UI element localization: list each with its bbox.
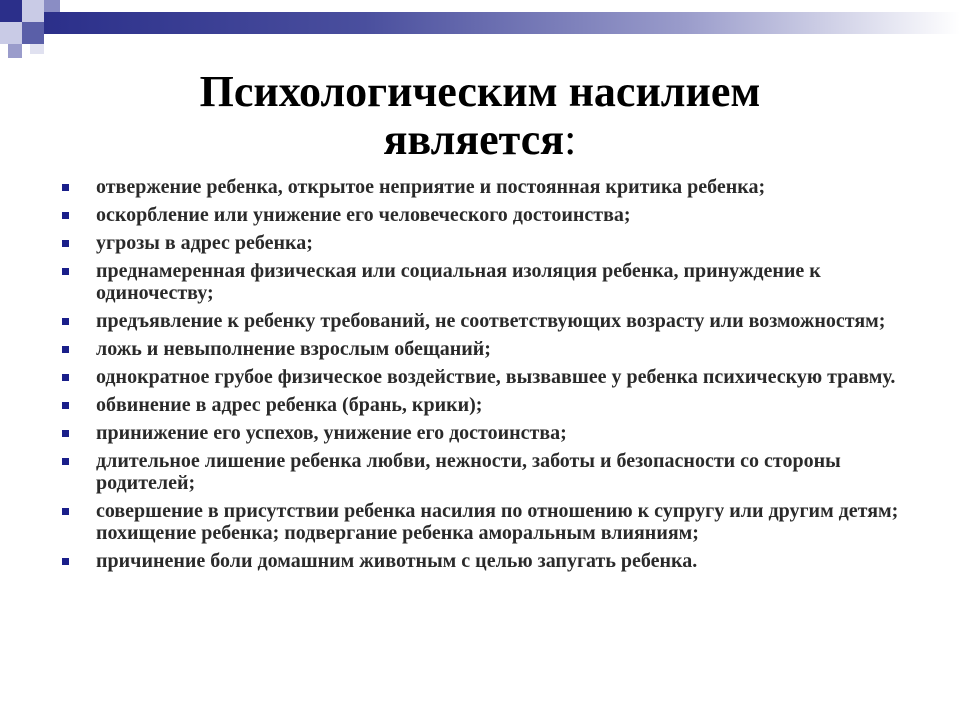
list-item [62,550,922,572]
slide-title [0,68,960,164]
deco-square [44,0,60,12]
list-item [62,422,922,444]
list-item [62,310,922,332]
header-gradient-bar [44,12,960,34]
square-bullet-icon [62,212,69,219]
title-colon: : [564,115,577,164]
bullet-list [62,176,922,578]
deco-square [0,0,22,22]
list-item-text: угрозы в адрес ребенка; [96,232,313,254]
list-item [62,500,922,544]
deco-square [8,44,22,58]
list-item-text: длительное лишение ребенка любви, нежности, заботы и безопасности со стороны родителей; [96,450,841,494]
list-item-text: ложь и невыполнение взрослым обещаний; [96,338,491,360]
list-item-text: причинение боли домашним животным с целью запугать ребенка. [96,550,698,572]
title-line-1: Психологическим насилием [199,67,761,116]
square-bullet-icon [62,240,69,247]
list-item-text: обвинение в адрес ребенка (брань, крики); [96,394,483,416]
deco-square [30,44,44,54]
list-item [62,204,922,226]
square-bullet-icon [62,558,69,565]
list-item-text: совершение в присутствии ребенка насилия по отношению к супругу или другим детям; похищение ребенка; подвергание ребенка аморальным влияниям; [96,500,899,544]
list-item [62,450,922,494]
square-bullet-icon [62,508,69,515]
square-bullet-icon [62,184,69,191]
title-line-2: является [383,115,565,164]
list-item [62,260,922,304]
list-item-text: предъявление к ребенку требований, не соответствующих возрасту или возможностям; [96,310,886,332]
list-item [62,366,922,388]
header-decoration [0,0,960,60]
list-item [62,338,922,360]
square-bullet-icon [62,458,69,465]
square-bullet-icon [62,318,69,325]
list-item-text: отвержение ребенка, открытое неприятие и постоянная критика ребенка; [96,176,766,198]
deco-square [22,22,44,44]
list-item [62,394,922,416]
square-bullet-icon [62,346,69,353]
square-bullet-icon [62,402,69,409]
list-item-text: однократное грубое физическое воздействие, вызвавшее у ребенка психическую травму. [96,366,896,388]
deco-square [0,22,22,44]
list-item-text: преднамеренная физическая или социальная изоляция ребенка, принуждение к одиночеству; [96,260,821,304]
square-bullet-icon [62,430,69,437]
deco-square [22,0,44,22]
list-item [62,232,922,254]
list-item-text: принижение его успехов, унижение его достоинства; [96,422,567,444]
list-item-text: оскорбление или унижение его человеческого достоинства; [96,204,631,226]
square-bullet-icon [62,268,69,275]
square-bullet-icon [62,374,69,381]
list-item [62,176,922,198]
